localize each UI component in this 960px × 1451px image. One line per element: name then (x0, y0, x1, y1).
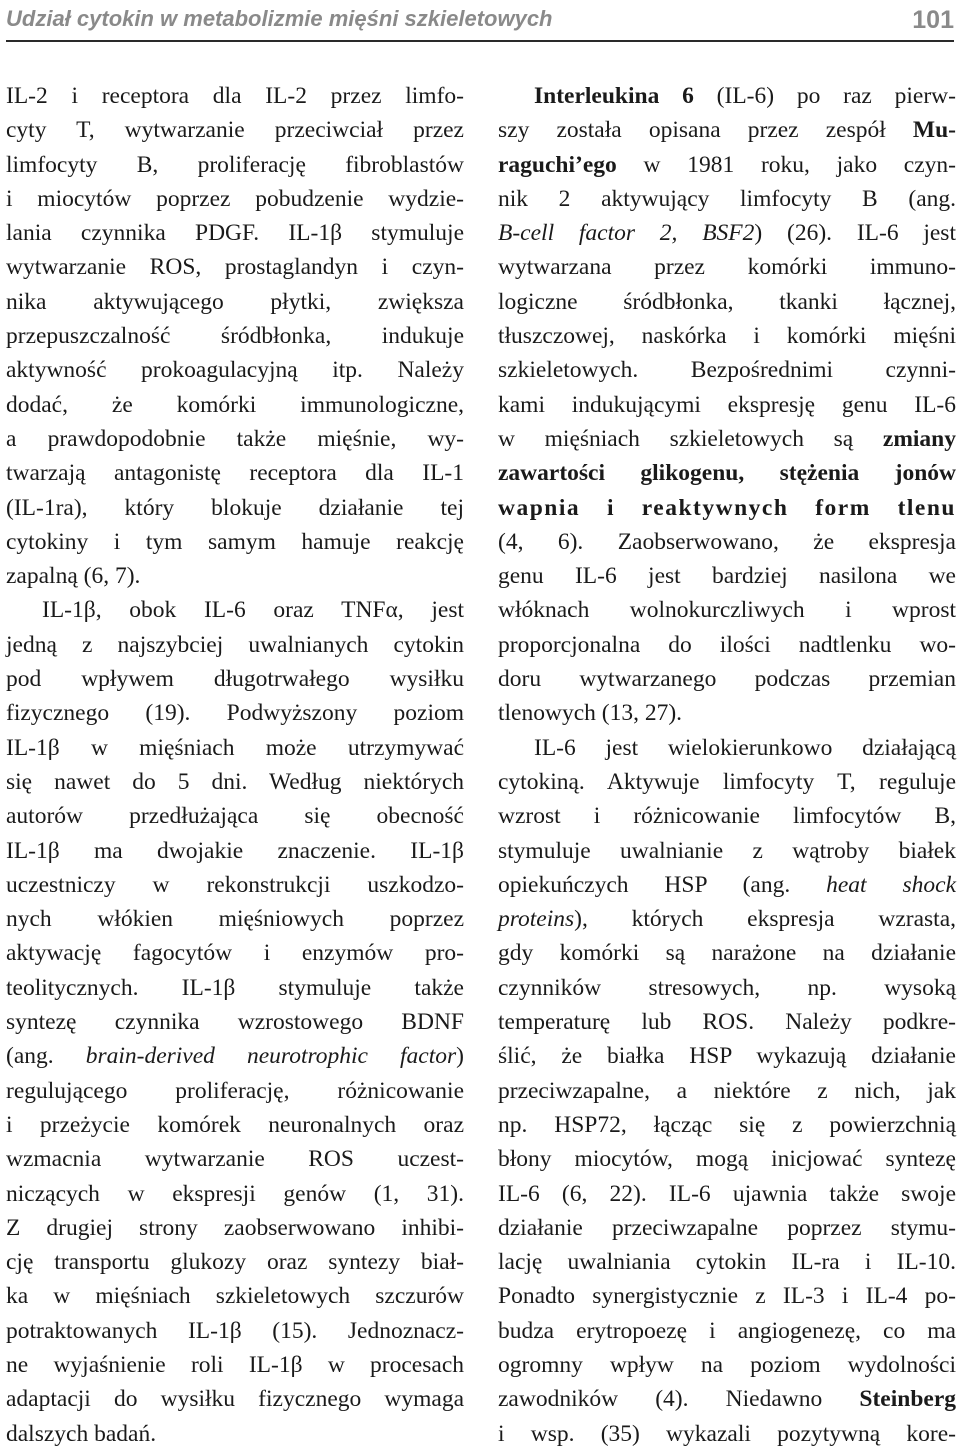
text-run: B-cell factor 2, BSF2 (498, 220, 755, 247)
text-run: Z drugiej strony zaobserwowano inhibi- (6, 1214, 464, 1241)
text-line (6, 285, 464, 319)
text-line (6, 182, 464, 216)
text-line (498, 250, 956, 284)
running-header (6, 4, 954, 42)
text-line (6, 491, 464, 525)
text-line (498, 765, 956, 799)
text-run: dalszych badań. (6, 1420, 157, 1447)
text-line (498, 593, 956, 627)
text-run: temperaturę lub ROS. Należy podkre- (498, 1009, 956, 1036)
text-run: ), których ekspresja wzrasta, (574, 906, 956, 933)
text-line (498, 1142, 956, 1176)
text-line (6, 765, 464, 799)
text-line (6, 971, 464, 1005)
text-line (6, 593, 464, 627)
text-run: ogromny wpływ na poziom wydolności (498, 1351, 956, 1378)
text-run: lania czynnika PDGF. IL-1β stymuluje (6, 220, 464, 247)
text-run: tlenowych (13, 27). (498, 700, 683, 727)
text-line (498, 1074, 956, 1108)
text-line (6, 1005, 464, 1039)
text-line (6, 353, 464, 387)
text-run: IL-2 i receptora dla IL-2 przez limfo- (6, 83, 464, 109)
text-line (6, 559, 464, 593)
text-line (6, 1177, 464, 1211)
text-run: ne wyjaśnienie roli IL-1β w procesach (6, 1351, 464, 1378)
text-line (6, 1245, 464, 1279)
text-line (6, 148, 464, 182)
text-run: błony miocytów, mogą inicjować syntezę (498, 1146, 956, 1173)
text-line (498, 388, 956, 422)
text-run: (4, 6). Zaobserwowano, że ekspresja (498, 528, 956, 555)
text-run: Mu- (912, 117, 956, 144)
text-run: budza erytropoezę i angiogenezę, co ma (498, 1317, 956, 1344)
text-run: i wsp. (35) wykazali pozytywną kore- (498, 1420, 956, 1447)
text-run: (ang. (6, 1043, 86, 1070)
text-run: doru wytwarzanego podczas przemian (498, 666, 956, 693)
text-run: logiczne śródbłonka, tkanki łącznej, (498, 288, 956, 315)
text-run: (IL-1ra), który blokuje działanie tej (6, 494, 464, 521)
page-number: 101 (912, 6, 954, 34)
text-run: wapnia i reaktywnych form tlenu (498, 494, 956, 521)
text-run: limfocyty B, proliferację fibroblastów (6, 151, 464, 178)
text-run: ) (456, 1043, 464, 1070)
text-run: regulującego proliferację, różnicowanie (6, 1077, 464, 1104)
text-line (498, 1108, 956, 1142)
text-line (6, 456, 464, 490)
text-run: dodać, że komórki immunologiczne, (6, 391, 464, 418)
text-run: proporcjonalna do ilości nadtlenku wo- (498, 631, 956, 658)
text-line (498, 1417, 956, 1451)
text-line (498, 1245, 956, 1279)
text-line (498, 113, 956, 147)
text-line (6, 1108, 464, 1142)
text-run: szy została opisana przez zespół (498, 117, 913, 144)
text-line (498, 148, 956, 182)
text-run: lację uwalniania cytokin IL-ra i IL-10. (498, 1249, 956, 1276)
text-run: zawartości glikogenu, stężenia jonów (498, 460, 956, 487)
text-line (498, 971, 956, 1005)
text-run: Steinberg (859, 1386, 956, 1413)
text-line (6, 868, 464, 902)
text-line (6, 319, 464, 353)
text-line (6, 799, 464, 833)
text-line (498, 662, 956, 696)
text-run: szkieletowych. Bezpośrednimi czynni- (498, 357, 956, 384)
text-line (498, 319, 956, 353)
text-line (6, 834, 464, 868)
text-line (498, 559, 956, 593)
text-run: wytwarzanie ROS, prostaglandyn i czyn- (6, 254, 464, 281)
text-run: IL-1β ma dwojakie znaczenie. IL-1β (6, 837, 464, 864)
text-run: IL-6 (6, 22). IL-6 ujawnia także swoje (498, 1180, 956, 1207)
text-line (6, 388, 464, 422)
text-run: nika aktywującego płytki, zwiększa (6, 288, 464, 315)
text-line (498, 936, 956, 970)
text-run: adaptacji do wysiłku fizycznego wymaga (6, 1386, 464, 1413)
text-line (498, 1005, 956, 1039)
text-line (498, 216, 956, 250)
text-run: i przeżycie komórek neuronalnych oraz (6, 1111, 464, 1138)
text-line (6, 628, 464, 662)
text-run: wzrost i różnicowanie limfocytów B, (498, 803, 956, 830)
text-line (6, 525, 464, 559)
text-run: cytokiny i tym samym hamuje reakcję (6, 528, 464, 555)
text-run: IL-1β w mięśniach może utrzymywać (6, 734, 464, 761)
text-line (6, 1039, 464, 1073)
text-line (6, 1142, 464, 1176)
text-run: IL-1β, obok IL-6 oraz TNFα, jest (42, 597, 464, 624)
text-line (498, 422, 956, 456)
text-run: (IL-6) po raz pierw- (693, 83, 956, 109)
text-line (498, 628, 956, 662)
text-line (498, 1211, 956, 1245)
text-run: przeciwzapalne, a niektóre z nich, jak (498, 1077, 956, 1104)
text-run: raguchi’ego (498, 151, 617, 178)
text-run: Interleukina 6 (534, 83, 694, 109)
text-line (6, 1279, 464, 1313)
text-run: twarzają antagonistę receptora dla IL-1 (6, 460, 464, 487)
text-run: aktywność prokoagulacyjną itp. Należy (6, 357, 464, 384)
text-line (498, 696, 956, 730)
text-line (498, 1279, 956, 1313)
text-run: czynników stresowych, np. wysoką (498, 974, 956, 1001)
text-line (6, 731, 464, 765)
text-run: tłuszczowej, naskórka i komórki mięśni (498, 323, 956, 350)
text-run: działanie przeciwzapalne poprzez stymu- (498, 1214, 956, 1241)
text-run: uczestniczy w rekonstrukcji uszkodzo- (6, 871, 464, 898)
text-line (6, 79, 464, 113)
text-run: ) (26). IL-6 jest (754, 220, 956, 247)
text-line (6, 1417, 464, 1451)
text-line (6, 1074, 464, 1108)
text-run: i miocytów poprzez pobudzenie wydzie- (6, 185, 464, 212)
text-line (498, 868, 956, 902)
text-run: aktywację fagocytów i enzymów pro- (6, 940, 464, 967)
text-line (6, 1382, 464, 1416)
text-run: a prawdopodobnie także mięśnie, wy- (6, 425, 464, 452)
text-run: nik 2 aktywujący limfocyty B (ang. (498, 185, 956, 212)
text-line (498, 834, 956, 868)
text-run: proteins (498, 906, 575, 933)
text-run: autorów przedłużająca się obecność (6, 803, 464, 830)
text-run: w 1981 roku, jako czyn- (616, 151, 956, 178)
text-line (498, 799, 956, 833)
text-line (498, 525, 956, 559)
text-run: niczących w ekspresji genów (1, 31). (6, 1180, 464, 1207)
text-run: w mięśniach szkieletowych są (498, 425, 883, 452)
text-run: zapalną (6, 7). (6, 563, 141, 590)
text-line (6, 936, 464, 970)
text-run: np. HSP72, łącząc się z powierzchnią (498, 1111, 956, 1138)
text-line (6, 1314, 464, 1348)
text-run: Ponadto synergistycznie z IL-3 i IL-4 po- (498, 1283, 956, 1310)
text-run: się nawet do 5 dni. Według niektórych (6, 768, 464, 795)
text-line (498, 182, 956, 216)
text-run: cję transportu glukozy oraz syntezy biał- (6, 1249, 464, 1276)
text-line (6, 1211, 464, 1245)
text-run: cytokiną. Aktywuje limfocyty T, reguluje (498, 768, 956, 795)
text-line (498, 1177, 956, 1211)
text-run: ka w mięśniach szkieletowych szczurów (6, 1283, 464, 1310)
text-line (6, 250, 464, 284)
text-line (498, 353, 956, 387)
text-line (498, 902, 956, 936)
running-title: Udział cytokin w metabolizmie mięśni szkieletowych (6, 6, 553, 31)
text-run: cyty T, wytwarzanie przeciwciał przez (6, 117, 464, 144)
text-line (498, 1039, 956, 1073)
text-run: fizycznego (19). Podwyższony poziom (6, 700, 464, 727)
text-run: kami indukującymi ekspresję genu IL-6 (498, 391, 956, 418)
text-run: ślić, że białka HSP wykazują działanie (498, 1043, 956, 1070)
text-line (498, 1382, 956, 1416)
text-run: zmiany (882, 425, 956, 452)
text-line (498, 456, 956, 490)
text-run: nych włókien mięśniowych poprzez (6, 906, 464, 933)
left-text-column (6, 79, 464, 1451)
text-run: wytwarzana przez komórki immuno- (498, 254, 956, 281)
text-line (498, 285, 956, 319)
text-run: jedną z najszybciej uwalnianych cytokin (6, 631, 464, 658)
text-line (498, 491, 956, 525)
text-line (498, 1314, 956, 1348)
text-run: włóknach wolnokurczliwych i wprost (498, 597, 956, 624)
text-run: stymuluje uwalnianie z wątroby białek (498, 837, 956, 864)
text-run: syntezę czynnika wzrostowego BDNF (6, 1009, 464, 1036)
text-line (498, 1348, 956, 1382)
text-run: zawodników (4). Niedawno (498, 1386, 860, 1413)
text-run: heat shock (826, 871, 957, 898)
text-run: teolitycznych. IL-1β stymuluje także (6, 974, 464, 1001)
text-run: gdy komórki są narażone na działanie (498, 940, 956, 967)
text-run: opiekuńczych HSP (ang. (498, 871, 827, 898)
text-run: brain-derived neurotrophic factor (85, 1043, 457, 1070)
text-run: potraktowanych IL-1β (15). Jednoznacz- (6, 1317, 464, 1344)
text-run: przepuszczalność śródbłonka, indukuje (6, 323, 464, 350)
text-line (6, 902, 464, 936)
text-run: pod wpływem długotrwałego wysiłku (6, 666, 464, 693)
text-line (6, 113, 464, 147)
text-line (498, 731, 956, 765)
text-line (6, 662, 464, 696)
text-line (6, 696, 464, 730)
text-run: IL-6 jest wielokierunkowo działającą (534, 734, 956, 761)
text-run: genu IL-6 jest bardziej nasilona we (498, 563, 956, 590)
text-line (6, 1348, 464, 1382)
text-line (498, 79, 956, 113)
right-text-column (498, 79, 956, 1451)
text-run: wzmacnia wytwarzanie ROS uczest- (6, 1146, 464, 1173)
text-line (6, 422, 464, 456)
text-line (6, 216, 464, 250)
